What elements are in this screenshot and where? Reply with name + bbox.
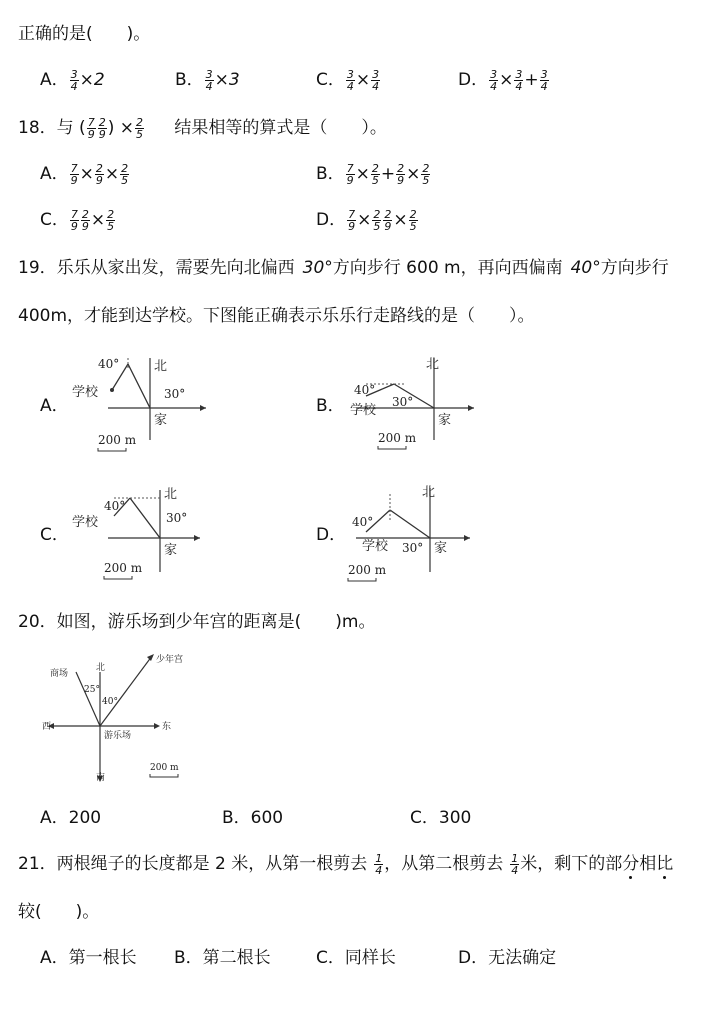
- svg-text:30°: 30°: [392, 395, 414, 409]
- fraction: $\frac{2}{5}$: [135, 115, 143, 141]
- q21-stem-line1: 21．两根绳子的长度都是 2 米，从第一根剪去 $\frac{1}{4}$ ，从第二根剪去 $\frac{1}{4}$ 米，剩下的部分相比: [18, 851, 674, 877]
- q21-option-a[interactable]: A．第一根长: [40, 948, 137, 968]
- fraction: $\frac{3}{4}$: [490, 67, 498, 93]
- q18-stem: 18．与 ( $\frac{7}{9}$ $\frac{2}{9}$ ) × $\frac{2}{5}$ 结果相等的算式是（ ）。: [18, 115, 387, 141]
- angle-label-40: 40°: [102, 697, 118, 707]
- svg-text:家: 家: [438, 413, 452, 428]
- svg-text:北: 北: [422, 485, 436, 500]
- svg-text:学校: 学校: [362, 539, 389, 554]
- fraction: $\frac{3}{4}$: [346, 67, 354, 93]
- q17-option-b[interactable]: B． $\frac{3}{4}$ ×3: [175, 67, 240, 93]
- fraction: $\frac{1}{4}$: [375, 851, 383, 877]
- north-label: 北: [154, 359, 168, 374]
- palace-label: 少年宫: [156, 655, 184, 665]
- fraction: $\frac{3}{4}$: [205, 67, 213, 93]
- q20-stem: 20．如图，游乐场到少年宫的距离是( )m。: [18, 612, 376, 632]
- svg-text:北: 北: [164, 487, 178, 502]
- fraction: $\frac{3}{4}$: [540, 67, 548, 93]
- q17-option-a[interactable]: A． $\frac{3}{4}$ ×2: [40, 67, 105, 93]
- q20-diagram: [40, 652, 200, 782]
- svg-text:家: 家: [434, 541, 448, 556]
- q19-option-a[interactable]: A．: [40, 396, 69, 416]
- svg-text:40°: 40°: [104, 499, 126, 513]
- q18-option-b[interactable]: B． $\frac{7}{9}$ × $\frac{2}{5}$ + $\frac{2}{9}$ × $\frac{2}{5}$: [316, 161, 430, 187]
- svg-text:30°: 30°: [166, 511, 188, 525]
- svg-text:200 m: 200 m: [348, 563, 387, 577]
- q19-diagram-c: [68, 482, 208, 582]
- scale-label: 200 m: [98, 433, 137, 447]
- q17-stem-tail: 正确的是( )。: [18, 24, 151, 44]
- scale-label: 200 m: [150, 763, 179, 773]
- q21-option-d[interactable]: D．无法确定: [458, 948, 557, 968]
- q20-option-c[interactable]: C．300: [410, 808, 472, 828]
- q18-option-c[interactable]: C． $\frac{7}{9}$ $\frac{2}{9}$ × $\frac{2}{5}$: [40, 207, 115, 233]
- svg-text:学校: 学校: [72, 515, 99, 530]
- svg-text:200 m: 200 m: [104, 561, 143, 575]
- fraction: $\frac{7}{9}$: [87, 115, 95, 141]
- q19-stem-line1: 19．乐乐从家出发，需要先向北偏西 30°方向步行 600 m，再向西偏南 40°方向步行: [18, 258, 669, 278]
- fraction: $\frac{3}{4}$: [372, 67, 380, 93]
- svg-text:北: 北: [426, 357, 440, 372]
- fraction: $\frac{2}{9}$: [98, 115, 106, 141]
- svg-text:家: 家: [164, 543, 178, 558]
- fraction: $\frac{3}{4}$: [70, 67, 78, 93]
- school-label: 学校: [72, 385, 99, 400]
- q19-option-d[interactable]: D．: [316, 525, 347, 545]
- q19-stem-line2: 400m，才能到达学校。下图能正确表示乐乐行走路线的是（ ）。: [18, 306, 535, 326]
- q18-option-a[interactable]: A． $\frac{7}{9}$ × $\frac{2}{9}$ × $\frac{2}{5}$: [40, 161, 129, 187]
- q20-option-a[interactable]: A．200: [40, 808, 102, 828]
- q21-option-b[interactable]: B．第二根长: [174, 948, 271, 968]
- south-label: 南: [96, 773, 106, 783]
- q17-option-d[interactable]: D． $\frac{3}{4}$ × $\frac{3}{4}$ + $\frac{3}{4}$: [458, 67, 548, 93]
- angle-label-25: 25°: [84, 685, 100, 695]
- fraction: $\frac{1}{4}$: [511, 851, 519, 877]
- q19-option-c[interactable]: C．: [40, 525, 69, 545]
- q17-option-c[interactable]: C． $\frac{3}{4}$ × $\frac{3}{4}$: [316, 67, 380, 93]
- fraction: $\frac{3}{4}$: [515, 67, 523, 93]
- east-label: 东: [162, 722, 172, 732]
- q19-diagram-a: [68, 350, 208, 450]
- q19-diagram-d: [346, 482, 486, 582]
- q21-option-c[interactable]: C．同样长: [316, 948, 396, 968]
- angle-label-30: 30°: [164, 387, 186, 401]
- home-label: 家: [154, 413, 168, 428]
- q18-option-d[interactable]: D． $\frac{7}{9}$ × $\frac{2}{5}$ $\frac{2}{9}$ × $\frac{2}{5}$: [316, 207, 417, 233]
- q19-option-b[interactable]: B．: [316, 396, 345, 416]
- q21-stem-line2: 较( )。: [18, 902, 100, 922]
- q19-diagram-b: [346, 350, 486, 450]
- west-label: 西: [42, 722, 52, 732]
- north-label: 北: [96, 663, 106, 673]
- q20-option-b[interactable]: B．600: [222, 808, 284, 828]
- svg-text:学校: 学校: [350, 403, 377, 418]
- svg-text:30°: 30°: [402, 541, 424, 555]
- svg-text:40°: 40°: [352, 515, 374, 529]
- svg-text:200 m: 200 m: [378, 431, 417, 445]
- svg-text:40°: 40°: [354, 383, 376, 397]
- mall-label: 商场: [50, 669, 69, 679]
- angle-label-40: 40°: [98, 357, 120, 371]
- park-label: 游乐场: [104, 731, 132, 741]
